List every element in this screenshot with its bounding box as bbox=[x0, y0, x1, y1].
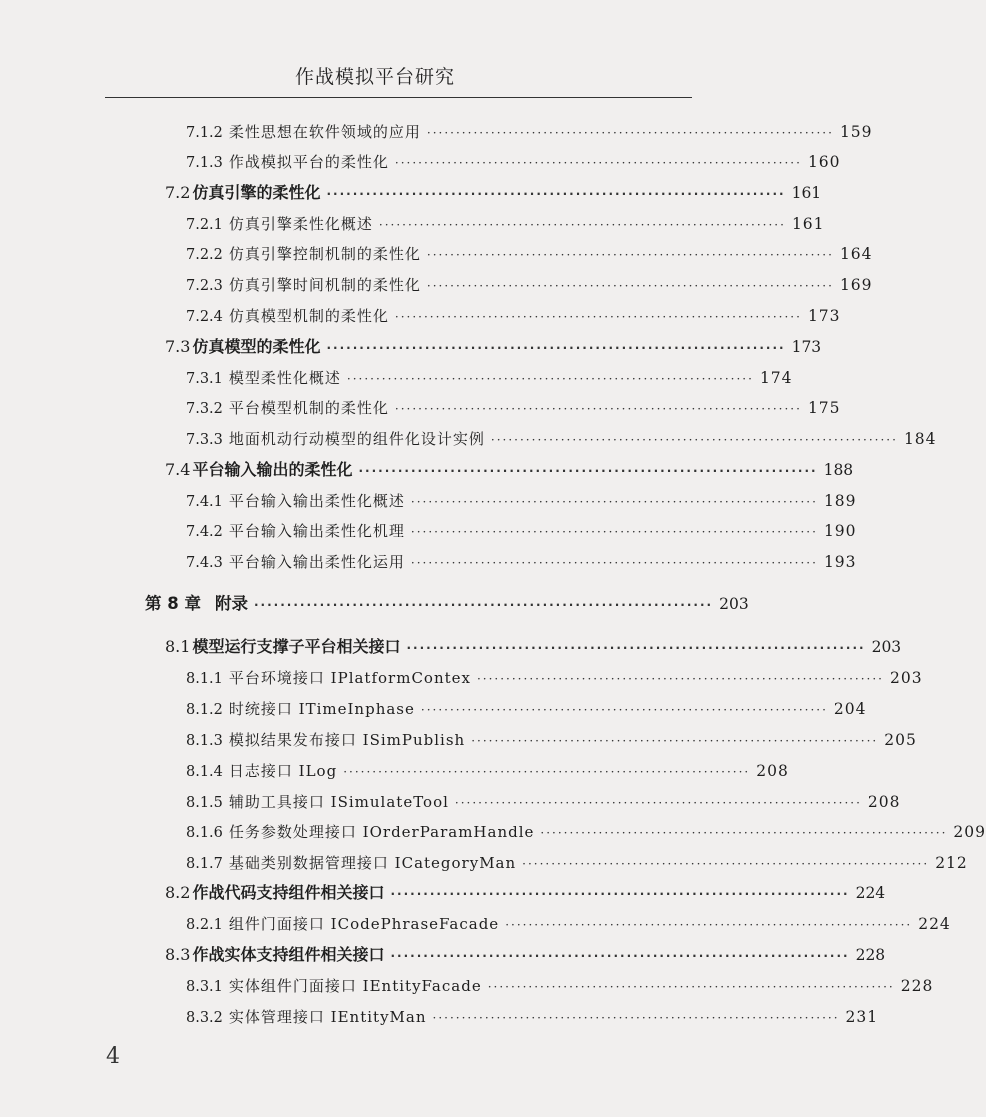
leader-dots: ······································································ bbox=[505, 918, 913, 932]
leader-dots: ······································································ bbox=[476, 672, 884, 686]
toc-entry-number: 7.1.2 bbox=[186, 125, 223, 141]
toc-entry-7-2-1 bbox=[186, 212, 825, 236]
toc-entry-page: 205 bbox=[884, 731, 917, 749]
toc-entry-page: 174 bbox=[759, 369, 793, 387]
toc-entry-7-3 bbox=[165, 335, 822, 359]
toc-entry-title: 作战实体支持组件相关接口 bbox=[192, 945, 385, 964]
toc-entry-8-1-7 bbox=[186, 851, 968, 875]
toc-entry-page: 208 bbox=[867, 793, 901, 811]
toc-entry-title: 平台输入输出柔性化机理 bbox=[228, 522, 405, 540]
running-header-title: 作战模拟平台研究 bbox=[294, 66, 455, 88]
leader-dots: ······································································ bbox=[378, 218, 786, 232]
toc-entry-title: 仿真引擎时间机制的柔性化 bbox=[228, 276, 421, 294]
toc-entry-page: 164 bbox=[839, 245, 873, 263]
toc-entry-number: 8.1.3 bbox=[186, 733, 223, 749]
toc-entry-number: 7.4.2 bbox=[186, 524, 223, 540]
toc-entry-number: 8.1.6 bbox=[186, 825, 223, 841]
toc-entry-7-1-3 bbox=[186, 150, 841, 174]
toc-entry-number: 8.1.7 bbox=[186, 856, 223, 872]
toc-entry-7-3-1 bbox=[186, 366, 793, 390]
toc-entry-number: 8.1.4 bbox=[186, 764, 223, 780]
toc-entry-8-1-5 bbox=[186, 790, 901, 814]
toc-entry-7-3-2 bbox=[186, 396, 841, 420]
toc-entry-number: 8.2.1 bbox=[186, 917, 223, 933]
toc-entry-7-3-3 bbox=[186, 427, 937, 451]
toc-entry-page: 209 bbox=[953, 823, 986, 841]
toc-entry-7-4 bbox=[165, 458, 854, 482]
toc-entry-number: 7.4 bbox=[165, 460, 191, 479]
leader-dots: ······································································ bbox=[346, 372, 754, 386]
leader-dots: ······································································ bbox=[432, 1011, 840, 1025]
toc-entry-number: 8.1.5 bbox=[186, 795, 223, 811]
toc-entry-8-2-1 bbox=[186, 912, 951, 936]
toc-entry-7-4-2 bbox=[186, 519, 857, 543]
toc-entry-8-2 bbox=[165, 881, 886, 905]
toc-entry-title: 辅助工具接口 ISimulateTool bbox=[228, 793, 449, 811]
toc-entry-title: 组件门面接口 ICodePhraseFacade bbox=[228, 915, 500, 933]
toc-entry-page: 203 bbox=[890, 669, 923, 687]
toc-entry-page: 193 bbox=[823, 553, 857, 571]
toc-entry-page: 161 bbox=[791, 184, 822, 202]
toc-entry-8-1-1 bbox=[186, 666, 923, 690]
toc-entry-8-1-4 bbox=[186, 759, 789, 783]
leader-dots: ······································································ bbox=[420, 703, 828, 717]
toc-entry-page: 173 bbox=[791, 338, 822, 356]
toc-entry-title: 时统接口 ITimeInphase bbox=[228, 700, 415, 718]
toc-entry-number: 8.1.2 bbox=[186, 702, 223, 718]
toc-entry-7-2 bbox=[165, 181, 822, 205]
toc-entry-page: 204 bbox=[833, 700, 867, 718]
toc-entry-8-1-3 bbox=[186, 728, 917, 752]
toc-entry-title: 仿真模型的柔性化 bbox=[192, 337, 321, 356]
page-number: 4 bbox=[106, 1044, 120, 1069]
toc-entry-page: 203 bbox=[871, 638, 902, 656]
leader-dots: ······································································ bbox=[326, 341, 786, 355]
leader-dots: ······································································ bbox=[406, 641, 866, 655]
toc-entry-7-2-3 bbox=[186, 273, 873, 297]
toc-entry-title: 模型运行支撑子平台相关接口 bbox=[192, 637, 401, 656]
toc-entry-page: 228 bbox=[900, 977, 934, 995]
toc-entry-8-1-2 bbox=[186, 697, 867, 721]
toc-entry-8-3-2 bbox=[186, 1005, 879, 1029]
leader-dots: ······································································ bbox=[326, 187, 786, 201]
toc-entry-8-3-1 bbox=[186, 974, 934, 998]
toc-entry-number: 8.1.1 bbox=[186, 671, 223, 687]
leader-dots: ······································································ bbox=[522, 857, 930, 871]
toc-entry-7-2-2 bbox=[186, 242, 873, 266]
toc-entry-8-1 bbox=[165, 635, 902, 659]
toc-entry-7-4-3 bbox=[186, 550, 857, 574]
leader-dots: ······································································ bbox=[426, 248, 834, 262]
toc-entry-number: 8.3 bbox=[165, 945, 191, 964]
toc-entry-number: 8.3.2 bbox=[186, 1010, 223, 1026]
toc-entry-number: 8.3.1 bbox=[186, 979, 223, 995]
toc-entry-title: 仿真模型机制的柔性化 bbox=[228, 307, 389, 325]
toc-entry-page: 224 bbox=[918, 915, 951, 933]
toc-entry-title: 平台输入输出柔性化运用 bbox=[228, 553, 405, 571]
toc-entry-title: 柔性思想在软件领域的应用 bbox=[228, 123, 421, 141]
toc-entry-number: 7.2 bbox=[165, 183, 191, 202]
leader-dots: ······································································ bbox=[410, 525, 818, 539]
toc-entry-number: 7.3.3 bbox=[186, 432, 223, 448]
toc-entry-title: 平台模型机制的柔性化 bbox=[228, 399, 389, 417]
toc-entry-number: 7.4.1 bbox=[186, 494, 223, 510]
toc-entry-title: 仿真引擎控制机制的柔性化 bbox=[228, 245, 421, 263]
leader-dots: ······································································ bbox=[454, 796, 862, 810]
toc-entry-page: 224 bbox=[855, 884, 886, 902]
leader-dots: ······································································ bbox=[390, 949, 850, 963]
toc-entry-page: 203 bbox=[719, 595, 749, 613]
toc-entry-number: 7.3 bbox=[165, 337, 191, 356]
leader-dots: ······································································ bbox=[394, 156, 802, 170]
toc-entry-8-3 bbox=[165, 943, 886, 967]
toc-entry-page: 208 bbox=[756, 762, 789, 780]
leader-dots: ······································································ bbox=[426, 279, 834, 293]
toc-entry-title: 日志接口 ILog bbox=[228, 762, 338, 780]
toc-entry-title: 基础类别数据管理接口 ICategoryMan bbox=[228, 854, 517, 872]
leader-dots: ······································································ bbox=[253, 598, 714, 612]
toc-entry-title: 任务参数处理接口 IOrderParamHandle bbox=[228, 823, 535, 841]
toc-entry-page: 190 bbox=[823, 522, 857, 540]
toc-entry-number: 7.2.4 bbox=[186, 309, 223, 325]
leader-dots: ······································································ bbox=[426, 126, 834, 140]
toc-entry-title: 实体组件门面接口 IEntityFacade bbox=[228, 977, 482, 995]
toc-entry-page: 169 bbox=[839, 276, 873, 294]
toc-entry-number: 7.2.1 bbox=[186, 217, 223, 233]
toc-entry-page: 231 bbox=[845, 1008, 879, 1026]
toc-entry-7-2-4 bbox=[186, 304, 841, 328]
leader-dots: ······································································ bbox=[394, 310, 802, 324]
toc-entry-7-1-2 bbox=[186, 120, 873, 144]
toc-entry-page: 173 bbox=[807, 307, 841, 325]
toc-entry-number: 7.3.2 bbox=[186, 401, 223, 417]
toc-entry-title: 平台输入输出的柔性化 bbox=[192, 460, 353, 479]
toc-entry-number: 8.2 bbox=[165, 883, 191, 902]
toc-entry-page: 160 bbox=[807, 153, 841, 171]
toc-entry-title: 仿真引擎的柔性化 bbox=[192, 183, 321, 202]
toc-entry-page: 188 bbox=[823, 461, 854, 479]
toc-entry-title: 平台环境接口 IPlatformContex bbox=[228, 669, 471, 687]
toc-entry-number: 7.2.3 bbox=[186, 278, 223, 294]
toc-entry-page: 228 bbox=[855, 946, 886, 964]
toc-entry-title: 仿真引擎柔性化概述 bbox=[228, 215, 373, 233]
toc-entry-number: 7.4.3 bbox=[186, 555, 223, 571]
toc-entry-number: 8.1 bbox=[165, 637, 191, 656]
toc-entry-number: 第 8 章 bbox=[145, 594, 201, 613]
leader-dots: ······································································ bbox=[540, 826, 948, 840]
leader-dots: ······································································ bbox=[343, 765, 751, 779]
toc-entry-page: 175 bbox=[807, 399, 841, 417]
leader-dots: ······································································ bbox=[487, 980, 895, 994]
toc-entry-title: 模型柔性化概述 bbox=[228, 369, 341, 387]
toc-entry-page: 189 bbox=[823, 492, 857, 510]
leader-dots: ······································································ bbox=[358, 464, 818, 478]
toc-entry-page: 212 bbox=[935, 854, 968, 872]
toc-entry-title: 附录 bbox=[214, 594, 248, 613]
leader-dots: ······································································ bbox=[410, 495, 818, 509]
toc-entry-page: 159 bbox=[839, 123, 873, 141]
toc-entry-title: 实体管理接口 IEntityMan bbox=[228, 1008, 427, 1026]
leader-dots: ······································································ bbox=[471, 734, 879, 748]
leader-dots: ······································································ bbox=[410, 556, 818, 570]
toc-entry-chapter-8 bbox=[145, 592, 749, 616]
toc-entry-title: 平台输入输出柔性化概述 bbox=[228, 492, 405, 510]
toc-entry-8-1-6 bbox=[186, 820, 986, 844]
leader-dots: ······································································ bbox=[490, 433, 898, 447]
toc-entry-7-4-1 bbox=[186, 489, 857, 513]
toc-entry-number: 7.2.2 bbox=[186, 247, 223, 263]
toc-entry-number: 7.1.3 bbox=[186, 155, 223, 171]
toc-entry-title: 作战模拟平台的柔性化 bbox=[228, 153, 389, 171]
leader-dots: ······································································ bbox=[390, 887, 850, 901]
leader-dots: ······································································ bbox=[394, 402, 802, 416]
toc-entry-number: 7.3.1 bbox=[186, 371, 223, 387]
toc-entry-title: 模拟结果发布接口 ISimPublish bbox=[228, 731, 466, 749]
toc-entry-title: 作战代码支持组件相关接口 bbox=[192, 883, 385, 902]
toc-entry-page: 161 bbox=[791, 215, 825, 233]
toc-entry-title: 地面机动行动模型的组件化设计实例 bbox=[228, 430, 485, 448]
toc-entry-page: 184 bbox=[903, 430, 937, 448]
